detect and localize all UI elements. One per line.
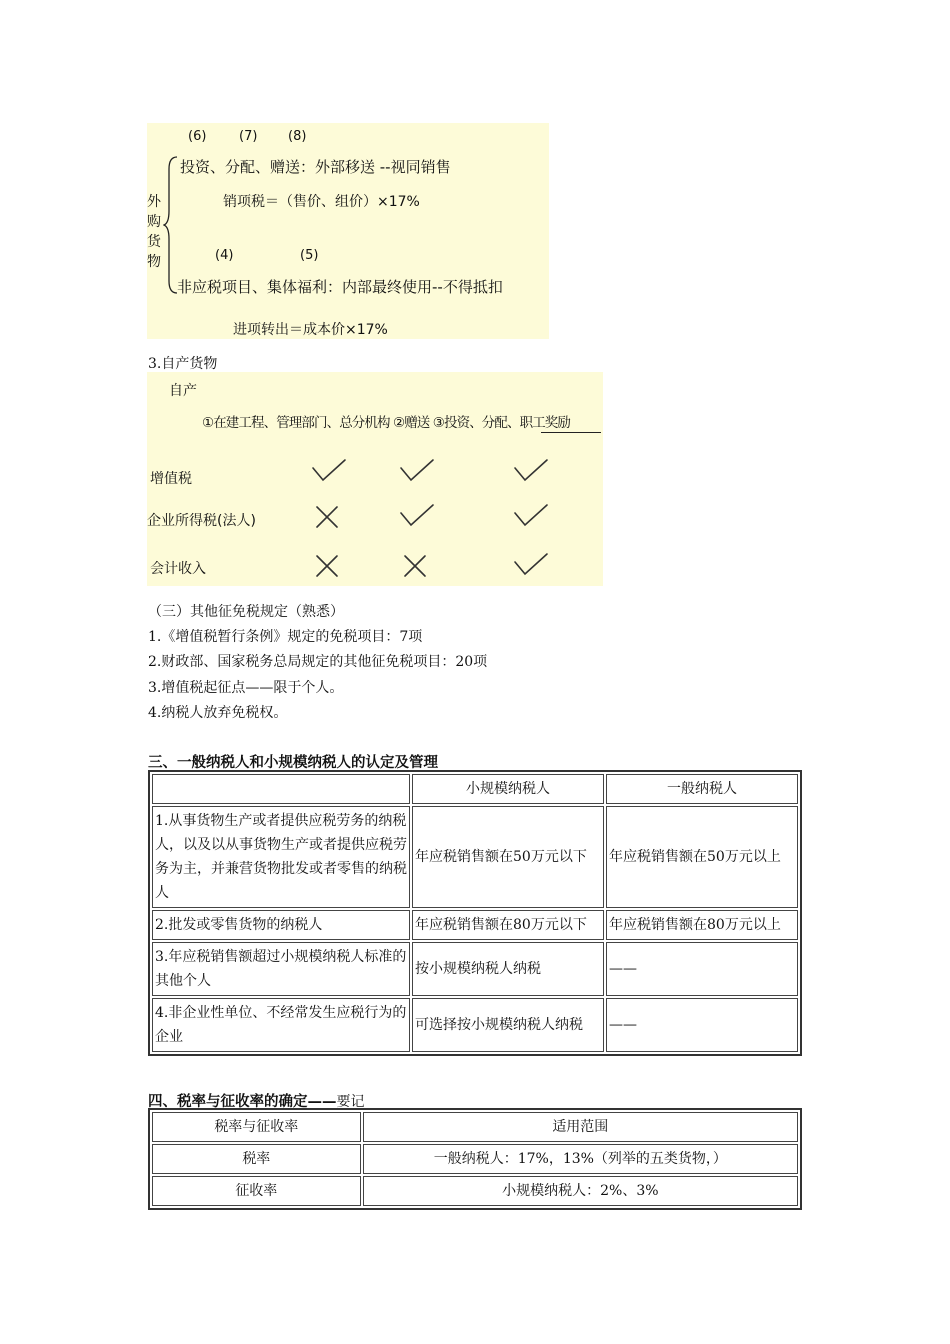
check-icon [401, 460, 433, 480]
table-cell: 4.非企业性单位、不经常发生应税行为的企业 [152, 998, 410, 1052]
table-cell: 年应税销售额在80万元以上 [606, 910, 798, 940]
figure-self-produced-goods [147, 372, 603, 586]
cross-icon [405, 556, 425, 576]
table-cell: 年应税销售额在50万元以下 [412, 806, 604, 908]
section-four-heading-plain: 要记 [336, 1094, 365, 1110]
check-icon [313, 460, 345, 480]
table-header-row [152, 1112, 798, 1142]
marker-7: (7) [239, 129, 258, 144]
table-cell: 1.从事货物生产或者提供应税劳务的纳税人，以及以从事货物生产或者提供应税劳务为主，并兼营货物批发或者零售的纳税人 [152, 806, 410, 908]
marker-4: (4) [215, 248, 234, 263]
table-cell: 按小规模纳税人纳税 [412, 942, 604, 996]
table-cell: 一般纳税人：17%，13%（列举的五类货物，） [363, 1144, 798, 1174]
row-label-cit: 企业所得税(法人) [147, 513, 256, 529]
table-cell: —— [606, 942, 798, 996]
figure2-title: 自产 [169, 383, 197, 399]
figure2-header: ①在建工程、管理部门、总分机构 ②赠送 ③投资、分配、职工奖励 [202, 415, 570, 431]
table-cell: 征收率 [152, 1176, 361, 1206]
row-label-revenue: 会计收入 [150, 561, 206, 577]
marks-grid [147, 372, 603, 586]
check-icon [515, 554, 547, 574]
table-cell: 年应税销售额在80万元以下 [412, 910, 604, 940]
row-label-vat: 增值税 [150, 471, 192, 487]
list-item-4: 4.纳税人放弃免税权。 [148, 705, 288, 721]
table-row [152, 942, 798, 996]
section-3-label: 3.自产货物 [148, 356, 218, 372]
side-label-char: 外 [147, 194, 161, 210]
table-cell: —— [606, 998, 798, 1052]
list-item-3: 3.增值税起征点——限于个人。 [148, 680, 344, 696]
side-label-char: 购 [147, 214, 161, 230]
figure1-line1: 投资、分配、赠送：外部移送 --视同销售 [180, 158, 451, 176]
section-three-heading: 三、一般纳税人和小规模纳税人的认定及管理 [148, 755, 438, 771]
table-cell: 可选择按小规模纳税人纳税 [412, 998, 604, 1052]
list-item-1: 1.《增值税暂行条例》规定的免税项目：7项 [148, 629, 423, 645]
marker-5: (5) [300, 248, 319, 263]
cross-icon [317, 507, 337, 527]
table-cell: 年应税销售额在50万元以上 [606, 806, 798, 908]
header-cell [152, 774, 410, 804]
table-row [152, 806, 798, 908]
check-icon [515, 460, 547, 480]
figure1-line2: 销项税＝（售价、组价）×17% [223, 194, 420, 210]
figure1-line4: 进项转出＝成本价×17% [233, 322, 388, 338]
header-cell: 小规模纳税人 [412, 774, 604, 804]
table-row [152, 1144, 798, 1174]
table-row [152, 1176, 798, 1206]
table-cell: 税率 [152, 1144, 361, 1174]
check-icon [401, 505, 433, 525]
list-title: （三）其他征免税规定（熟悉） [148, 604, 344, 620]
table-row [152, 998, 798, 1052]
table-cell: 小规模纳税人：2%、3% [363, 1176, 798, 1206]
side-label-char: 物 [147, 254, 161, 270]
header-cell: 适用范围 [363, 1112, 798, 1142]
table-row [152, 910, 798, 940]
brace-icon [163, 155, 179, 295]
tax-rate-table [148, 1108, 802, 1210]
cross-icon [317, 556, 337, 576]
taxpayer-table [148, 770, 802, 1056]
figure1-line3: 非应税项目、集体福利：内部最终使用--不得抵扣 [177, 278, 503, 296]
table-header-row [152, 774, 798, 804]
marker-8: (8) [288, 129, 307, 144]
check-icon [515, 505, 547, 525]
table-cell: 2.批发或零售货物的纳税人 [152, 910, 410, 940]
header-cell: 税率与征收率 [152, 1112, 361, 1142]
figure-purchased-goods [147, 123, 549, 339]
marker-6: (6) [188, 129, 207, 144]
side-label-char: 货 [147, 234, 161, 250]
table-cell: 3.年应税销售额超过小规模纳税人标准的其他个人 [152, 942, 410, 996]
section-four-heading-bold: 四、税率与征收率的确定—— [148, 1094, 337, 1110]
header-cell: 一般纳税人 [606, 774, 798, 804]
list-item-2: 2.财政部、国家税务总局规定的其他征免税项目：20项 [148, 654, 488, 670]
